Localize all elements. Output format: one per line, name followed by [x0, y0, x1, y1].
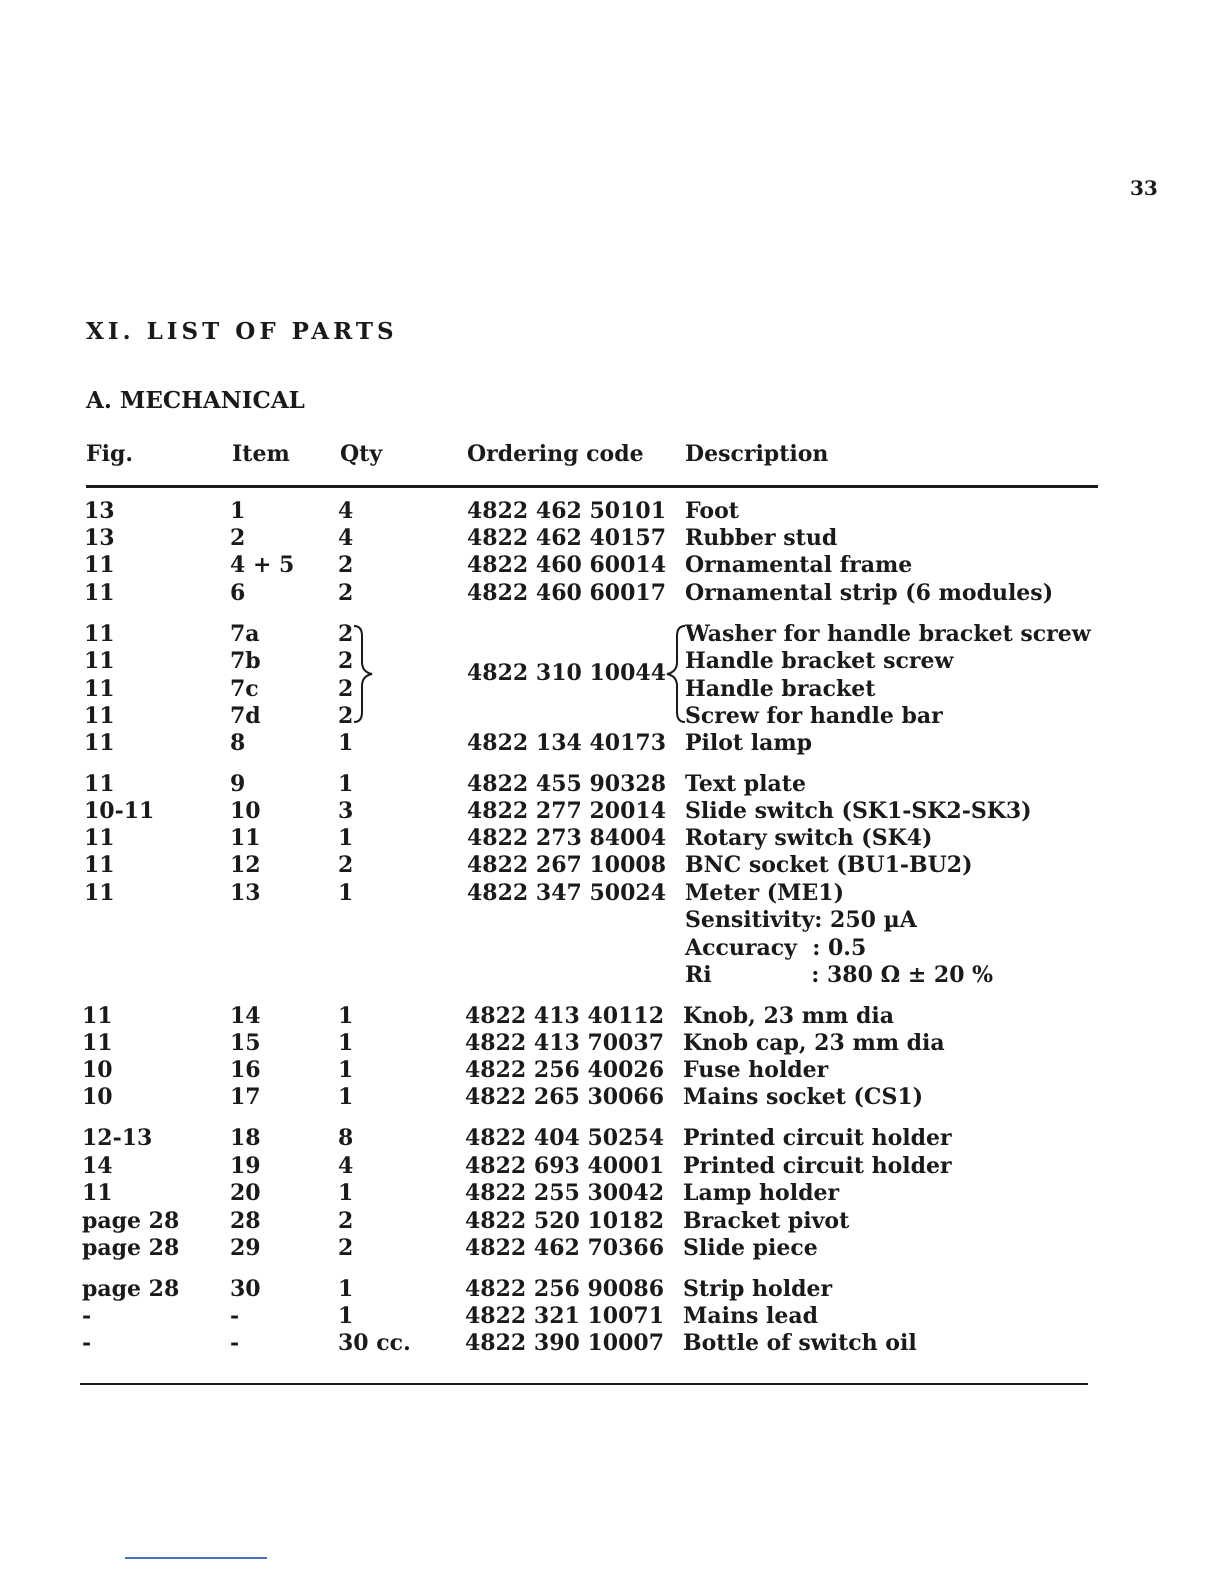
cell-item: 11 — [230, 825, 261, 851]
cell-item: 13 — [230, 880, 261, 906]
cell-item: 9 — [230, 771, 246, 797]
cell-fig: 11 — [84, 648, 115, 674]
grouped-code-row — [0, 660, 1224, 687]
header-item: Item — [232, 441, 290, 467]
cell-desc: Printed circuit holder — [683, 1153, 952, 1179]
cell-qty: 1 — [338, 825, 354, 851]
header-description: Description — [685, 441, 829, 467]
cell-item: 29 — [230, 1235, 261, 1261]
cell-fig: 13 — [84, 498, 115, 524]
cell-qty: 1 — [338, 1180, 354, 1206]
cell-code: 4822 462 50101 — [467, 498, 667, 524]
cell-qty: 1 — [338, 1084, 354, 1110]
cell-qty: 30 cc. — [338, 1330, 411, 1356]
cell-desc: Knob cap, 23 mm dia — [683, 1030, 945, 1056]
cell-fig: 10-11 — [84, 798, 155, 824]
table-row — [0, 1153, 1224, 1180]
cell-desc: Mains socket (CS1) — [683, 1084, 924, 1110]
cell-fig: 11 — [84, 730, 115, 756]
cell-item: - — [230, 1303, 240, 1329]
table-row — [0, 962, 1224, 989]
subsection-title: A. MECHANICAL — [86, 387, 305, 414]
cell-code: 4822 321 10071 — [465, 1303, 665, 1329]
header-ordering-code: Ordering code — [467, 441, 644, 467]
cell-qty: 1 — [338, 771, 354, 797]
cell-code: 4822 347 50024 — [467, 880, 667, 906]
cell-item: - — [230, 1330, 240, 1356]
table-row — [0, 1125, 1224, 1152]
cell-code: 4822 256 90086 — [465, 1276, 665, 1302]
cell-desc: Slide piece — [683, 1235, 818, 1261]
cell-qty: 8 — [338, 1125, 354, 1151]
cell-desc: Foot — [685, 498, 739, 524]
cell-fig: - — [82, 1330, 92, 1356]
qty-right-brace — [352, 624, 376, 724]
cell-fig: 11 — [82, 1030, 113, 1056]
cell-qty: 1 — [338, 880, 354, 906]
cell-desc: Sensitivity: 250 µA — [685, 907, 917, 933]
cell-fig: 13 — [84, 525, 115, 551]
cell-item: 6 — [230, 580, 246, 606]
table-row — [0, 552, 1224, 579]
cell-code: 4822 460 60017 — [467, 580, 667, 606]
cell-code: 4822 520 10182 — [465, 1208, 665, 1234]
cell-code: 4822 390 10007 — [465, 1330, 665, 1356]
desc-left-brace — [663, 624, 687, 724]
cell-qty: 1 — [338, 1057, 354, 1083]
cell-desc: Handle bracket — [685, 676, 876, 702]
cell-item: 10 — [230, 798, 261, 824]
cell-qty: 2 — [338, 580, 354, 606]
cell-item: 19 — [230, 1153, 261, 1179]
cell-code: 4822 256 40026 — [465, 1057, 665, 1083]
table-bottom-rule — [80, 1383, 1088, 1385]
cell-desc: Strip holder — [683, 1276, 833, 1302]
table-row — [0, 1003, 1224, 1030]
cell-item: 1 — [230, 498, 246, 524]
table-row — [0, 907, 1224, 934]
cell-desc: Text plate — [685, 771, 806, 797]
cell-code: 4822 462 40157 — [467, 525, 667, 551]
page-number: 33 — [1130, 176, 1158, 200]
table-row — [0, 1030, 1224, 1057]
cell-fig: 11 — [84, 676, 115, 702]
cell-item: 28 — [230, 1208, 261, 1234]
table-row — [0, 1276, 1224, 1303]
cell-item: 17 — [230, 1084, 261, 1110]
cell-item: 2 — [230, 525, 246, 551]
cell-code: 4822 693 40001 — [465, 1153, 665, 1179]
cell-item: 8 — [230, 730, 246, 756]
table-row — [0, 1235, 1224, 1262]
link-underline — [125, 1557, 267, 1559]
cell-desc: Ri : 380 Ω ± 20 % — [685, 962, 994, 988]
cell-qty: 1 — [338, 1276, 354, 1302]
cell-item: 7a — [230, 621, 260, 647]
cell-desc: Knob, 23 mm dia — [683, 1003, 894, 1029]
cell-code: 4822 462 70366 — [465, 1235, 665, 1261]
cell-fig: - — [82, 1303, 92, 1329]
cell-desc: Rubber stud — [685, 525, 838, 551]
cell-item: 16 — [230, 1057, 261, 1083]
cell-desc: BNC socket (BU1-BU2) — [685, 852, 973, 878]
cell-qty: 4 — [338, 1153, 354, 1179]
table-row — [0, 1057, 1224, 1084]
table-row — [0, 525, 1224, 552]
cell-desc: Handle bracket screw — [685, 648, 954, 674]
table-row — [0, 730, 1224, 757]
header-qty: Qty — [340, 441, 383, 467]
table-row — [0, 1180, 1224, 1207]
cell-fig: 11 — [84, 621, 115, 647]
cell-fig: 11 — [84, 552, 115, 578]
cell-fig: 11 — [84, 825, 115, 851]
table-row — [0, 825, 1224, 852]
cell-desc: Pilot lamp — [685, 730, 813, 756]
cell-desc: Screw for handle bar — [685, 703, 943, 729]
section-title: XI. LIST OF PARTS — [86, 318, 398, 345]
cell-fig: 10 — [82, 1057, 113, 1083]
cell-qty: 1 — [338, 1303, 354, 1329]
cell-code: 4822 277 20014 — [467, 798, 667, 824]
cell-desc: Mains lead — [683, 1303, 818, 1329]
cell-fig: page 28 — [82, 1235, 180, 1261]
cell-fig: 10 — [82, 1084, 113, 1110]
cell-fig: page 28 — [82, 1208, 180, 1234]
cell-code: 4822 460 60014 — [467, 552, 667, 578]
cell-desc: Bottle of switch oil — [683, 1330, 917, 1356]
table-row — [0, 1208, 1224, 1235]
cell-code: 4822 273 84004 — [467, 825, 667, 851]
cell-qty: 2 — [338, 703, 354, 729]
table-row — [0, 1084, 1224, 1111]
cell-desc: Ornamental frame — [685, 552, 913, 578]
cell-qty: 1 — [338, 1030, 354, 1056]
cell-item: 4 + 5 — [230, 552, 295, 578]
table-row — [0, 703, 1224, 730]
table-row — [0, 798, 1224, 825]
cell-desc: Bracket pivot — [683, 1208, 850, 1234]
cell-code: 4822 455 90328 — [467, 771, 667, 797]
cell-code: 4822 413 70037 — [465, 1030, 665, 1056]
cell-fig: 14 — [82, 1153, 113, 1179]
cell-item: 18 — [230, 1125, 261, 1151]
cell-fig: 11 — [82, 1180, 113, 1206]
cell-code: 4822 404 50254 — [465, 1125, 665, 1151]
table-row — [0, 498, 1224, 525]
cell-qty: 1 — [338, 1003, 354, 1029]
cell-item: 20 — [230, 1180, 261, 1206]
cell-fig: page 28 — [82, 1276, 180, 1302]
cell-fig: 11 — [82, 1003, 113, 1029]
cell-item: 7c — [230, 676, 259, 702]
cell-qty: 1 — [338, 730, 354, 756]
table-row — [0, 771, 1224, 798]
cell-item: 30 — [230, 1276, 261, 1302]
cell-qty: 4 — [338, 525, 354, 551]
cell-item: 7b — [230, 648, 261, 674]
cell-fig: 11 — [84, 771, 115, 797]
cell-qty: 2 — [338, 1208, 354, 1234]
cell-fig: 11 — [84, 880, 115, 906]
cell-code: 4822 413 40112 — [465, 1003, 665, 1029]
grouped-ordering-code: 4822 310 10044 — [467, 660, 667, 686]
cell-fig: 12-13 — [82, 1125, 153, 1151]
table-row — [0, 1330, 1224, 1357]
cell-desc: Accuracy : 0.5 — [685, 935, 867, 961]
cell-desc: Washer for handle bracket screw — [685, 621, 1091, 647]
cell-code: 4822 267 10008 — [467, 852, 667, 878]
cell-qty: 2 — [338, 1235, 354, 1261]
cell-item: 15 — [230, 1030, 261, 1056]
cell-code: 4822 255 30042 — [465, 1180, 665, 1206]
table-row — [0, 580, 1224, 607]
cell-item: 14 — [230, 1003, 261, 1029]
cell-qty: 2 — [338, 552, 354, 578]
cell-code: 4822 134 40173 — [467, 730, 667, 756]
table-row — [0, 935, 1224, 962]
cell-qty: 2 — [338, 852, 354, 878]
cell-item: 7d — [230, 703, 261, 729]
cell-desc: Rotary switch (SK4) — [685, 825, 933, 851]
cell-fig: 11 — [84, 852, 115, 878]
table-row — [0, 1303, 1224, 1330]
cell-qty: 2 — [338, 648, 354, 674]
cell-item: 12 — [230, 852, 261, 878]
cell-fig: 11 — [84, 703, 115, 729]
cell-qty: 2 — [338, 676, 354, 702]
cell-desc: Lamp holder — [683, 1180, 840, 1206]
cell-qty: 3 — [338, 798, 354, 824]
cell-fig: 11 — [84, 580, 115, 606]
cell-desc: Ornamental strip (6 modules) — [685, 580, 1054, 606]
cell-qty: 2 — [338, 621, 354, 647]
header-fig: Fig. — [86, 441, 134, 467]
cell-code: 4822 265 30066 — [465, 1084, 665, 1110]
table-row — [0, 880, 1224, 907]
table-row — [0, 621, 1224, 648]
table-row — [0, 852, 1224, 879]
cell-desc: Slide switch (SK1-SK2-SK3) — [685, 798, 1032, 824]
cell-qty: 4 — [338, 498, 354, 524]
cell-desc: Meter (ME1) — [685, 880, 845, 906]
cell-desc: Fuse holder — [683, 1057, 829, 1083]
cell-desc: Printed circuit holder — [683, 1125, 952, 1151]
